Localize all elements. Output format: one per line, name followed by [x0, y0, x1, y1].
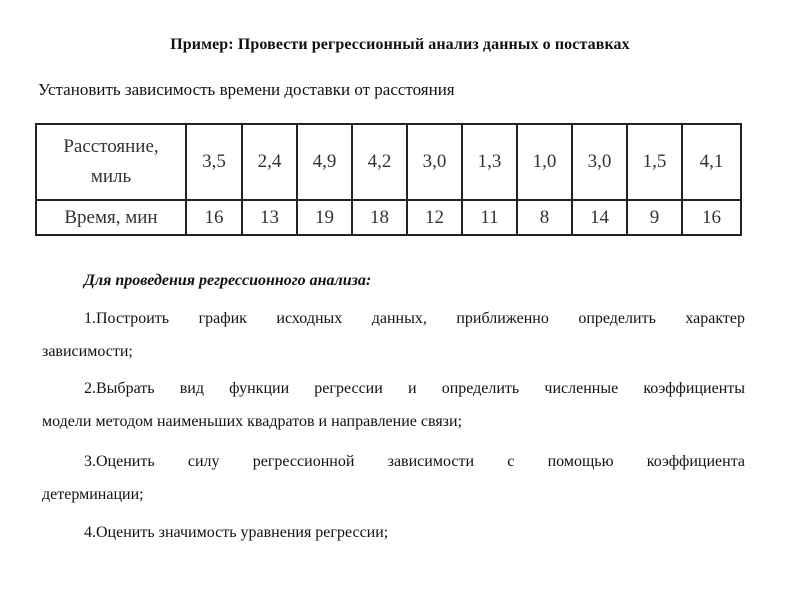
- table-cell: 1,3: [462, 124, 517, 200]
- step-text-first-line: 2.Выбрать вид функции регрессии и определить численные коэффициенты: [84, 380, 745, 397]
- step-item: [42, 372, 745, 438]
- step-item: [42, 302, 745, 368]
- step-item: [42, 445, 745, 511]
- row-header-line: Время, мин: [64, 206, 158, 228]
- table-cell: 9: [627, 200, 682, 235]
- table-cell: 18: [352, 200, 407, 235]
- table-cell: 12: [407, 200, 462, 235]
- table-cell: 1,5: [627, 124, 682, 200]
- table-cell: 19: [297, 200, 352, 235]
- table-cell: 2,4: [242, 124, 297, 200]
- row-header-line: миль: [90, 166, 132, 187]
- section-heading: Для проведения регрессионного анализа:: [84, 272, 372, 289]
- table-cell: 8: [517, 200, 572, 235]
- table-cell: 16: [186, 200, 242, 235]
- step-text-first-line: 1.Построить график исходных данных, приближенно определить характер: [84, 310, 745, 327]
- step-text-first-line: 3.Оценить силу регрессионной зависимости с помощью коэффициента: [84, 453, 745, 470]
- row-header-time: [36, 200, 186, 235]
- table-cell: 1,0: [517, 124, 572, 200]
- step-text-first-line: 4.Оценить значимость уравнения регрессии;: [84, 524, 389, 541]
- table-cell: 16: [682, 200, 741, 235]
- data-table: [35, 123, 742, 236]
- row-header-distance: [36, 124, 186, 200]
- table-row-distance: [36, 124, 741, 200]
- table-cell: 3,0: [572, 124, 627, 200]
- step-text-continuation: модели методом наименьших квадратов и направление связи;: [42, 413, 463, 430]
- table-cell: 11: [462, 200, 517, 235]
- table-cell: 4,9: [297, 124, 352, 200]
- table-cell: 4,2: [352, 124, 407, 200]
- page-title: Пример: Провести регрессионный анализ данных о поставках: [170, 36, 630, 53]
- step-text-continuation: зависимости;: [42, 343, 133, 360]
- row-header-line: Расстояние,: [63, 136, 159, 157]
- table-row-time: [36, 200, 741, 235]
- table-cell: 3,0: [407, 124, 462, 200]
- table-cell: 13: [242, 200, 297, 235]
- table-cell: 4,1: [682, 124, 741, 200]
- table-cell: 14: [572, 200, 627, 235]
- table-cell: 3,5: [186, 124, 242, 200]
- step-text-continuation: детерминации;: [42, 486, 144, 503]
- step-item: [42, 516, 745, 549]
- page-subtitle: Установить зависимость времени доставки от расстояния: [38, 80, 455, 99]
